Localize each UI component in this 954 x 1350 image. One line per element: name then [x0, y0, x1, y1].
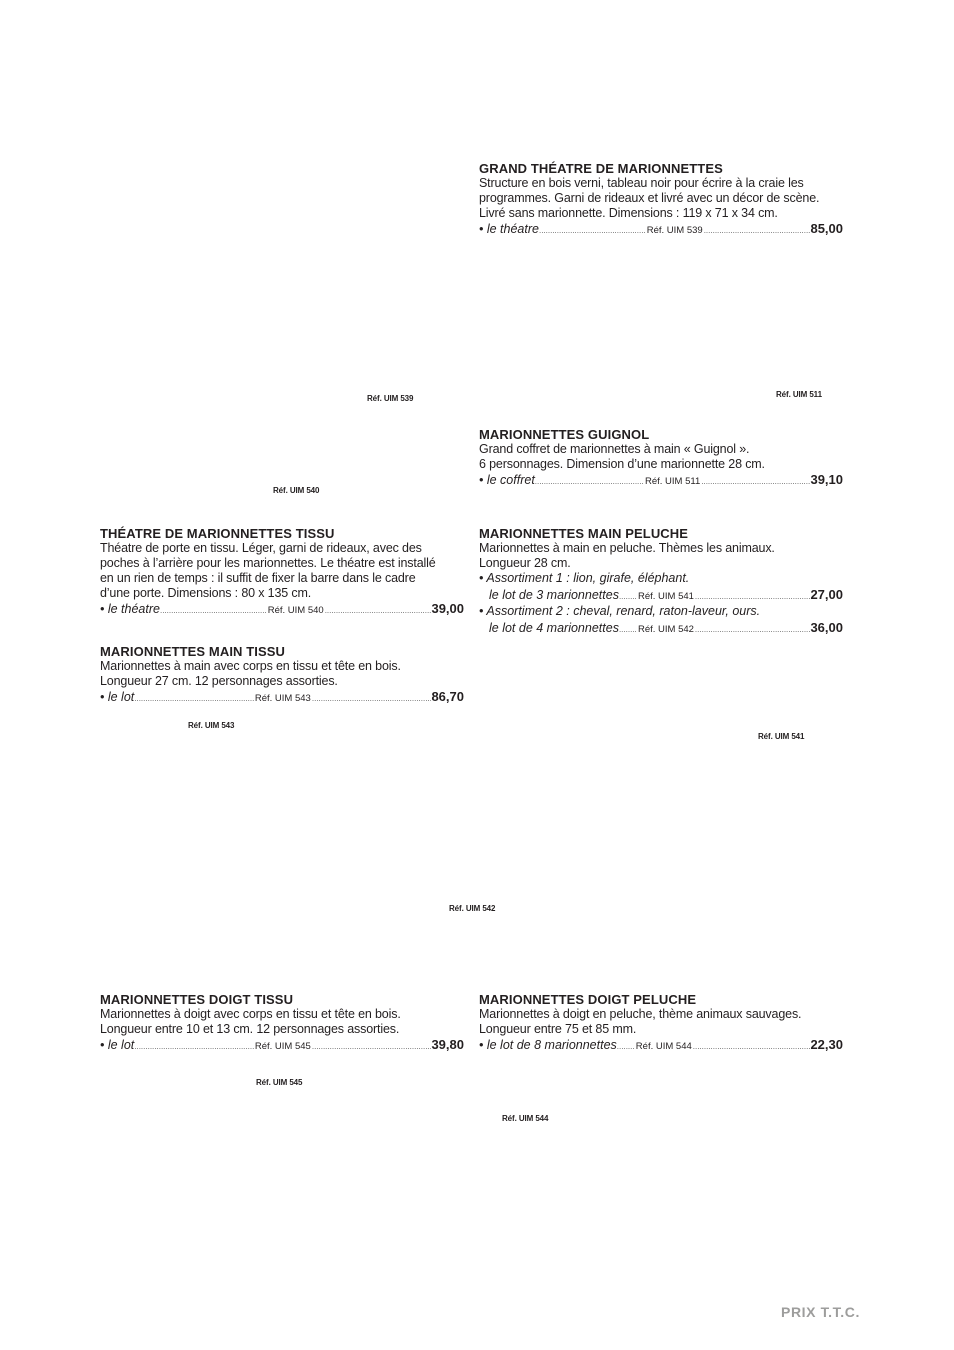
price-row-ref: Réf. UIM 539	[646, 225, 703, 236]
image-caption-539: Réf. UIM 539	[367, 394, 414, 403]
product-description: Marionnettes à doigt en peluche, thème animaux sauvages. Longueur entre 75 et 85 mm.	[479, 1007, 802, 1036]
price-row	[100, 1037, 464, 1055]
leader-dots	[539, 223, 646, 239]
leader-dots	[693, 1039, 811, 1055]
product-description: Grand coffret de marionnettes à main « Guignol ». 6 personnages. Dimension d’une marionnette 28 cm.	[479, 442, 765, 471]
product-uim511	[479, 427, 843, 490]
price-value: 39,80	[431, 1037, 464, 1052]
product-title: THÉATRE DE MARIONNETTES TISSU	[100, 526, 335, 541]
leader-dots	[160, 603, 267, 619]
product-description: Marionnettes à main en peluche. Thèmes les animaux. Longueur 28 cm.	[479, 541, 775, 570]
price-row-label: • le théatre	[479, 222, 539, 236]
image-caption-511: Réf. UIM 511	[776, 390, 822, 399]
assortment-1-label: • Assortiment 1 : lion, girafe, éléphant.	[479, 571, 690, 585]
price-row-label: le lot de 3 marionnettes	[489, 587, 619, 602]
price-row-ref: Réf. UIM 541	[637, 590, 694, 602]
leader-dots	[312, 1039, 432, 1055]
price-value: 36,00	[810, 619, 843, 635]
product-title: MARIONNETTES GUIGNOL	[479, 427, 650, 442]
leader-dots	[701, 474, 810, 490]
product-uim540	[100, 526, 464, 619]
price-row-label: le lot de 4 marionnettes	[489, 620, 619, 635]
product-title: MARIONNETTES DOIGT TISSU	[100, 992, 294, 1007]
product-title: MARIONNETTES MAIN PELUCHE	[479, 526, 689, 541]
price-value: 22,30	[810, 1037, 843, 1052]
price-row-label: • le lot de 8 marionnettes	[479, 1038, 617, 1052]
leader-dots	[134, 1039, 254, 1055]
image-caption-544: Réf. UIM 544	[502, 1114, 549, 1123]
leader-dots	[695, 589, 811, 605]
product-description: Marionnettes à doigt avec corps en tissu et tête en bois. Longueur entre 10 et 13 cm. 12 personnages assorties.	[100, 1007, 401, 1036]
product-peluche	[479, 526, 843, 637]
image-caption-545: Réf. UIM 545	[256, 1078, 303, 1087]
leader-dots	[325, 603, 432, 619]
price-row	[100, 601, 464, 619]
product-description: Structure en bois verni, tableau noir pour écrire à la craie les programmes. Garni de rideaux et livré avec un décor de scène. Livré sans marionnette. Dimensions : 119 x 71 x 34 cm.	[479, 176, 820, 220]
product-uim544	[479, 992, 843, 1055]
price-row-ref: Réf. UIM 544	[635, 1041, 692, 1052]
price-row	[479, 221, 843, 239]
price-value: 39,00	[431, 601, 465, 616]
product-uim545	[100, 992, 464, 1055]
price-row-label: • le théatre	[100, 602, 160, 616]
product-uim543	[100, 644, 464, 707]
leader-dots	[695, 622, 811, 638]
leader-dots	[312, 691, 432, 707]
leader-dots	[617, 1039, 635, 1055]
price-value: 39,10	[810, 472, 844, 487]
image-caption-540: Réf. UIM 540	[273, 486, 320, 495]
image-caption-541: Réf. UIM 541	[758, 732, 805, 741]
product-description: Théatre de porte en tissu. Léger, garni de rideaux, avec des poches à l’arrière pour les marionnettes. Le théatre est installé en un rien de temps : il suffit de fixer la barre dans le cadre d’une porte. Dimensions : 80 x 135 cm.	[100, 541, 436, 600]
price-row	[479, 587, 843, 605]
price-row	[479, 472, 843, 490]
image-caption-542: Réf. UIM 542	[449, 904, 496, 913]
image-caption-543: Réf. UIM 543	[188, 721, 235, 730]
price-row	[479, 1037, 843, 1055]
price-row-ref: Réf. UIM 545	[254, 1041, 311, 1052]
price-row-ref: Réf. UIM 543	[254, 693, 311, 704]
product-uim539	[479, 161, 843, 239]
leader-dots	[134, 691, 254, 707]
price-value: 27,00	[810, 586, 843, 602]
price-row-ref: Réf. UIM 511	[645, 476, 701, 487]
product-description: Marionnettes à main avec corps en tissu et tête en bois. Longueur 27 cm. 12 personnages assorties.	[100, 659, 401, 688]
price-ttc-footer: PRIX T.T.C.	[781, 1304, 860, 1320]
product-title: MARIONNETTES MAIN TISSU	[100, 644, 286, 659]
price-row	[100, 689, 464, 707]
price-row-label: • le coffret	[479, 473, 535, 487]
price-value: 86,70	[431, 689, 464, 704]
leader-dots	[619, 622, 637, 638]
price-value: 85,00	[810, 221, 844, 236]
price-row-label: • le lot	[100, 1038, 135, 1052]
leader-dots	[619, 589, 637, 605]
price-row-label: • le lot	[100, 690, 135, 704]
leader-dots	[535, 474, 644, 490]
leader-dots	[704, 223, 811, 239]
price-row	[479, 620, 843, 638]
price-row-ref: Réf. UIM 542	[637, 623, 694, 635]
price-row-ref: Réf. UIM 540	[267, 605, 324, 616]
assortment-2-label: • Assortiment 2 : cheval, renard, raton-laveur, ours.	[479, 604, 761, 618]
product-title: GRAND THÉATRE DE MARIONNETTES	[479, 161, 723, 176]
product-title: MARIONNETTES DOIGT PELUCHE	[479, 992, 697, 1007]
